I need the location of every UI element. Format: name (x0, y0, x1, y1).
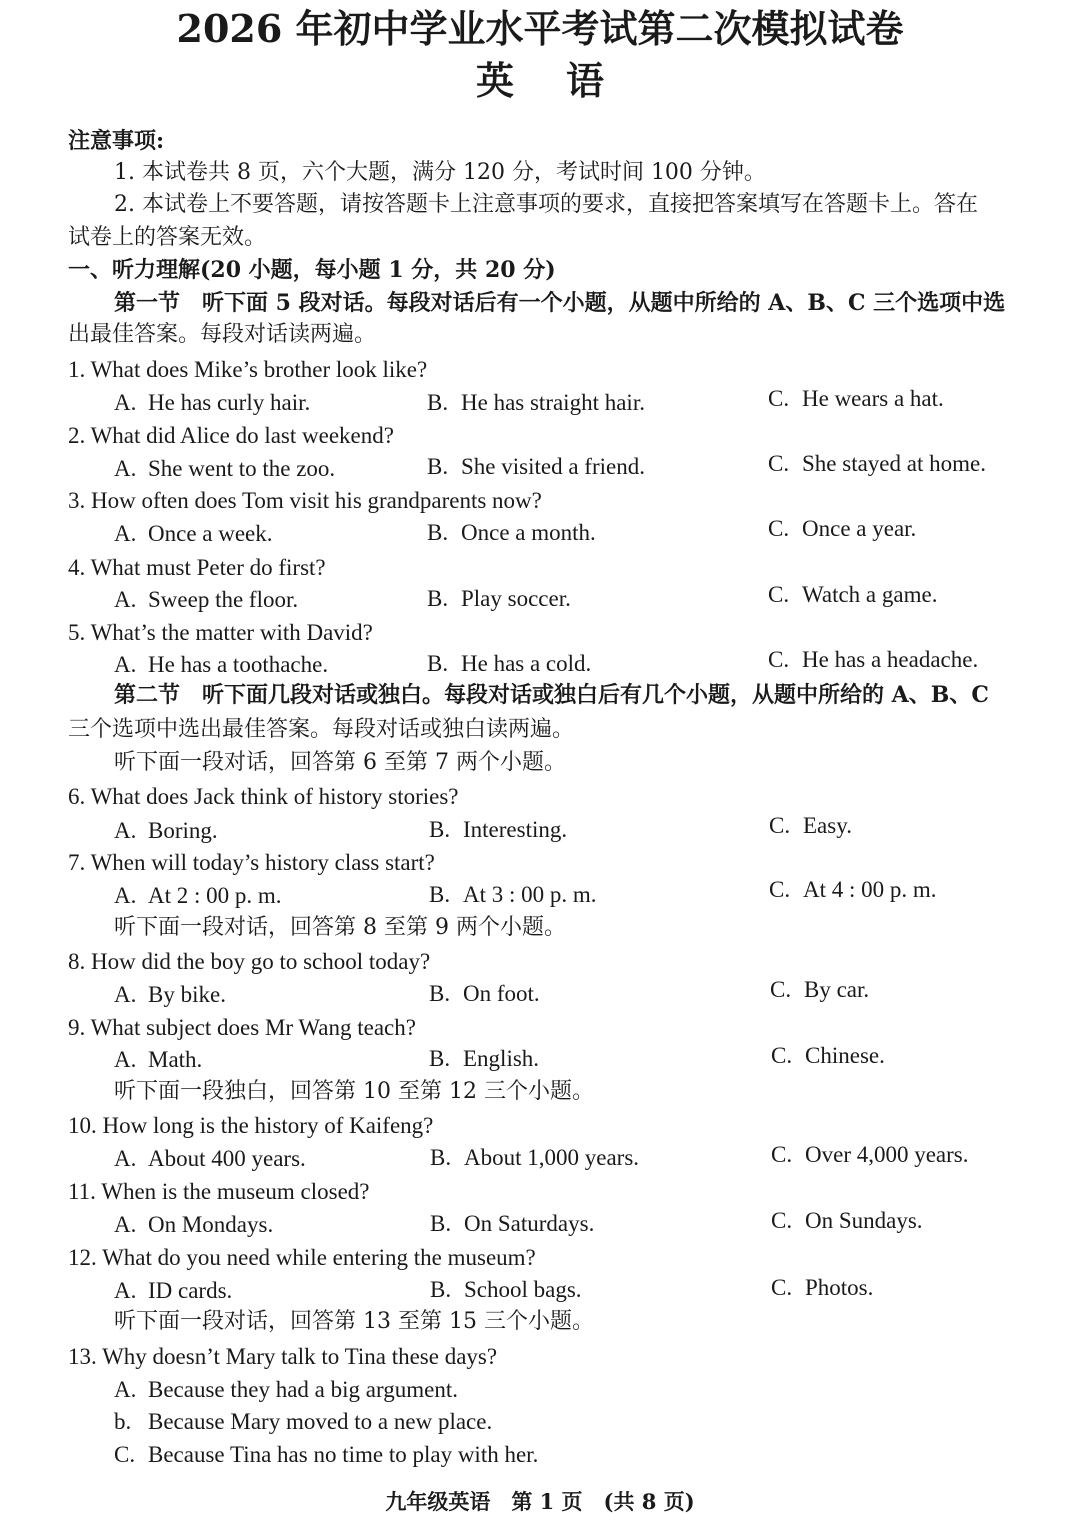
option-letter: B. (427, 390, 449, 415)
question-3-option-c (768, 514, 916, 544)
option-letter: B. (430, 1145, 452, 1170)
question-10-stem: 10. How long is the history of Kaifeng? (68, 1113, 434, 1138)
option-text: Boring. (148, 818, 218, 843)
question-2-option-c (768, 449, 986, 479)
option-text: He has curly hair. (148, 390, 311, 415)
question-8-option-c (770, 975, 869, 1005)
option-letter: C. (768, 516, 790, 541)
option-letter: B. (430, 1211, 452, 1236)
option-letter: A. (114, 521, 137, 546)
option-text: At 2 : 00 p. m. (148, 883, 282, 908)
option-letter: A. (114, 1146, 137, 1171)
option-text: He has straight hair. (461, 390, 645, 415)
option-text: School bags. (464, 1277, 582, 1302)
option-letter: B. (427, 586, 449, 611)
option-letter: C. (768, 647, 790, 672)
option-letter: C. (114, 1442, 136, 1467)
option-letter: C. (768, 582, 790, 607)
question-9-stem: 9. What subject does Mr Wang teach? (68, 1015, 416, 1040)
option-letter: b. (114, 1409, 132, 1434)
question-10-option-b (430, 1143, 639, 1173)
option-text: Because Tina has no time to play with her. (148, 1442, 539, 1467)
option-text: On foot. (463, 981, 540, 1006)
question-2-option-a (114, 454, 335, 484)
option-text: She stayed at home. (802, 451, 986, 476)
option-letter: C. (771, 1275, 793, 1300)
option-letter: B. (429, 981, 451, 1006)
option-text: Play soccer. (461, 586, 571, 611)
option-text: Because Mary moved to a new place. (148, 1409, 493, 1434)
question-9-option-c (771, 1041, 885, 1071)
option-text: He wears a hat. (802, 386, 944, 411)
option-letter: C. (768, 451, 790, 476)
question-7-stem: 7. When will today’s history class start? (68, 850, 435, 875)
option-text: Interesting. (463, 817, 568, 842)
part-1-instruction-line-1 (114, 288, 1005, 319)
instruction-questions-13-15: 听下面一段对话，回答第 13 至第 15 三个小题。 (114, 1309, 594, 1334)
question-1-option-a (114, 388, 310, 418)
part-2-instruction-line-2: 三个选项中选出最佳答案。每段对话或独白读两遍。 (68, 717, 575, 742)
question-4-option-b (427, 584, 571, 614)
section-1-heading: 一、听力理解(20 小题，每小题 1 分，共 20 分) (68, 257, 556, 283)
question-11-option-c (771, 1206, 923, 1236)
option-text: He has a cold. (461, 651, 592, 676)
option-letter: B. (430, 1277, 452, 1302)
option-letter: C. (768, 386, 790, 411)
option-letter: B. (427, 651, 449, 676)
question-8-stem: 8. How did the boy go to school today? (68, 949, 431, 974)
option-letter: A. (114, 1377, 137, 1402)
question-2-stem: 2. What did Alice do last weekend? (68, 423, 394, 448)
option-letter: A. (114, 1278, 137, 1303)
instruction-questions-6-7: 听下面一段对话，回答第 6 至第 7 两个小题。 (114, 750, 566, 775)
option-text: At 3 : 00 p. m. (463, 882, 597, 907)
option-text: Easy. (803, 813, 852, 838)
question-7-option-b (429, 880, 597, 910)
question-12-stem: 12. What do you need while entering the museum? (68, 1245, 536, 1270)
question-1-stem: 1. What does Mike’s brother look like? (68, 357, 428, 382)
option-letter: B. (427, 454, 449, 479)
option-text: Watch a game. (802, 582, 938, 607)
option-text: About 1,000 years. (464, 1145, 640, 1170)
question-11-option-a (114, 1210, 273, 1240)
option-text: On Mondays. (148, 1212, 274, 1237)
option-text: He has a headache. (802, 647, 979, 672)
option-letter: C. (771, 1142, 793, 1167)
option-letter: C. (769, 877, 791, 902)
option-letter: C. (771, 1043, 793, 1068)
question-13-option-a (114, 1375, 458, 1405)
option-letter: A. (114, 587, 137, 612)
instruction-questions-8-9: 听下面一段对话，回答第 8 至第 9 两个小题。 (114, 915, 566, 940)
question-6-option-c (769, 811, 852, 841)
option-letter: B. (427, 520, 449, 545)
option-text: By bike. (148, 982, 226, 1007)
instruction-questions-10-12: 听下面一段独白，回答第 10 至第 12 三个小题。 (114, 1079, 594, 1104)
question-9-option-a (114, 1045, 202, 1075)
question-7-option-a (114, 881, 282, 911)
question-11-stem: 11. When is the museum closed? (68, 1179, 370, 1204)
option-text: Once a week. (148, 521, 273, 546)
option-text: English. (463, 1046, 540, 1071)
question-11-option-b (430, 1209, 594, 1239)
option-text: ID cards. (148, 1278, 233, 1303)
question-4-stem: 4. What must Peter do first? (68, 555, 326, 580)
question-7-option-c (769, 875, 937, 905)
question-12-option-b (430, 1275, 582, 1305)
question-13-option-c (114, 1440, 538, 1470)
option-letter: C. (770, 977, 792, 1002)
question-1-option-b (427, 388, 645, 418)
option-letter: A. (114, 883, 137, 908)
exam-title: 2026 年初中学业水平考试第二次模拟试卷 (176, 6, 904, 51)
question-5-option-c (768, 645, 978, 675)
option-text: Once a month. (461, 520, 596, 545)
notes-item-2-line-2: 试卷上的答案无效。 (68, 225, 267, 250)
subject-char-1: 英 (475, 58, 514, 103)
option-letter: A. (114, 1047, 137, 1072)
option-text: Once a year. (802, 516, 917, 541)
question-3-stem: 3. How often does Tom visit his grandparents now? (68, 488, 542, 513)
question-6-option-a (114, 816, 218, 846)
option-text: On Saturdays. (464, 1211, 595, 1236)
notes-heading: 注意事项: (68, 128, 165, 154)
option-text: About 400 years. (148, 1146, 306, 1171)
notes-item-1: 1. 本试卷共 8 页，六个大题，满分 120 分，考试时间 100 分钟。 (114, 160, 766, 185)
option-text: Over 4,000 years. (805, 1142, 969, 1167)
option-text: By car. (804, 977, 870, 1002)
question-5-stem: 5. What’s the matter with David? (68, 620, 373, 645)
question-3-option-a (114, 519, 273, 549)
option-letter: B. (429, 817, 451, 842)
question-12-option-a (114, 1276, 232, 1306)
subject-title (0, 58, 1080, 104)
question-8-option-a (114, 980, 226, 1010)
option-letter: A. (114, 1212, 137, 1237)
option-letter: C. (769, 813, 791, 838)
question-4-option-a (114, 585, 298, 615)
part-1-instruction-line-2: 出最佳答案。每段对话读两遍。 (68, 322, 377, 347)
page-footer: 九年级英语 第 1 页 (共 8 页) (385, 1489, 695, 1514)
question-13-stem: 13. Why doesn’t Mary talk to Tina these days? (68, 1344, 498, 1369)
question-9-option-b (429, 1044, 539, 1074)
question-12-option-c (771, 1273, 873, 1303)
option-letter: A. (114, 456, 137, 481)
option-text: Math. (148, 1047, 203, 1072)
option-text: He has a toothache. (148, 652, 329, 677)
question-10-option-a (114, 1144, 306, 1174)
option-letter: B. (429, 1046, 451, 1071)
notes-item-2-line-1: 2. 本试卷上不要答题，请按答题卡上注意事项的要求，直接把答案填写在答题卡上。答在 (114, 192, 978, 217)
option-letter: A. (114, 652, 137, 677)
option-letter: C. (771, 1208, 793, 1233)
option-letter: B. (429, 882, 451, 907)
question-5-option-a (114, 650, 328, 680)
option-text: Photos. (805, 1275, 874, 1300)
option-text: At 4 : 00 p. m. (803, 877, 937, 902)
part-2-instruction-text: 第二节 听下面几段对话或独白。每段对话或独白后有几个小题，从题中所给的 A、B、C (114, 682, 989, 708)
question-5-option-b (427, 649, 591, 679)
option-letter: A. (114, 390, 137, 415)
option-text: She visited a friend. (461, 454, 645, 479)
option-text: Sweep the floor. (148, 587, 299, 612)
question-6-option-b (429, 815, 567, 845)
question-2-option-b (427, 452, 645, 482)
option-text: Chinese. (805, 1043, 885, 1068)
question-10-option-c (771, 1140, 969, 1170)
option-letter: A. (114, 818, 137, 843)
option-text: Because they had a big argument. (148, 1377, 458, 1402)
part-1-instruction-text: 第一节 听下面 5 段对话。每段对话后有一个小题，从题中所给的 A、B、C 三个选项中选 (114, 290, 1006, 316)
option-text: She went to the zoo. (148, 456, 336, 481)
question-8-option-b (429, 979, 540, 1009)
question-1-option-c (768, 384, 944, 414)
question-6-stem: 6. What does Jack think of history stories? (68, 784, 459, 809)
question-13-option-b (114, 1407, 492, 1437)
question-4-option-c (768, 580, 937, 610)
subject-char-2: 语 (566, 58, 605, 103)
option-text: On Sundays. (805, 1208, 923, 1233)
option-letter: A. (114, 982, 137, 1007)
part-2-instruction-line-1 (114, 680, 989, 711)
question-3-option-b (427, 518, 596, 548)
